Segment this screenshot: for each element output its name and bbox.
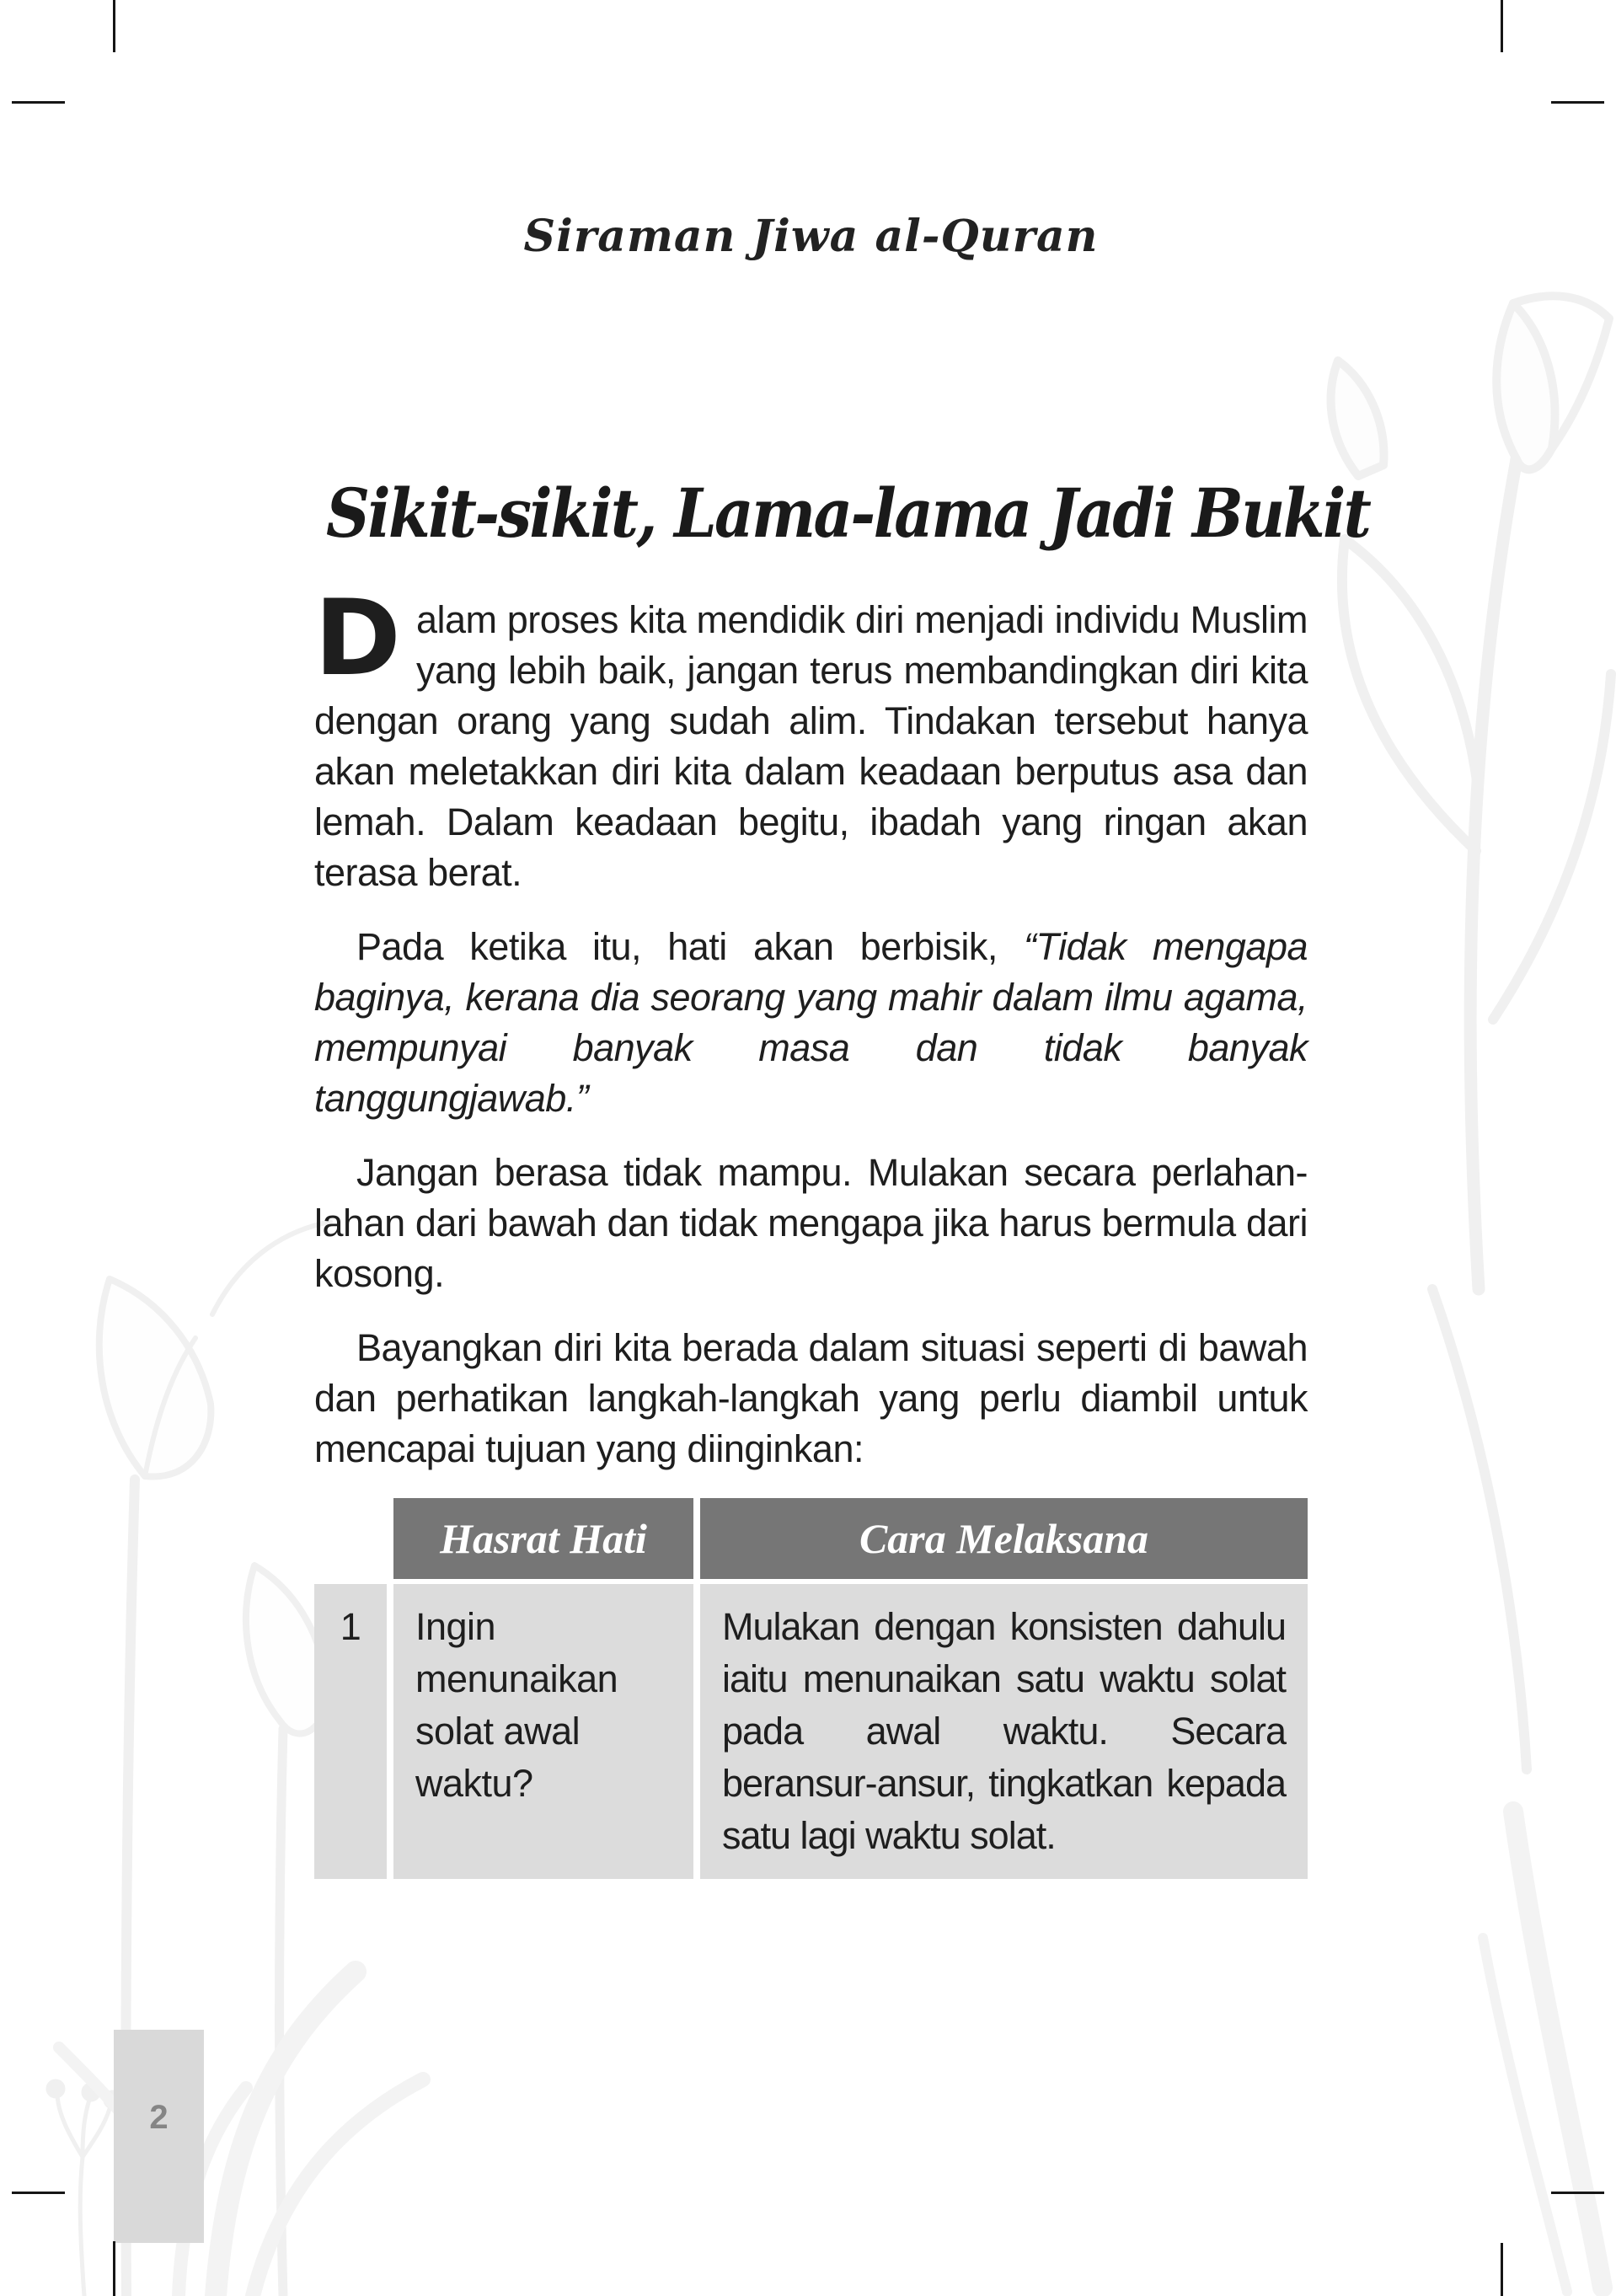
crop-mark-bottom-right-vertical [1501,2243,1503,2296]
page-number: 2 [149,2099,169,2136]
paragraph-2-quote: “Tidak mengapa baginya, kerana dia seorang yang mahir dalam ilmu agama, mempunyai banyak masa dan tidak banyak tanggungjawab.” [314,925,1308,1120]
page-number-tab [114,2030,204,2243]
paragraph-2-lead: Pada ketika itu, hati akan berbisik, [356,925,1025,968]
crop-mark-bottom-right-horizontal [1551,2192,1604,2194]
table-header-hasrat: Hasrat Hati [393,1498,693,1579]
paragraph-4: Bayangkan diri kita berada dalam situasi seperti di bawah dan perhatikan langkah-langkah yang perlu diambil untuk mencapai tujuan yang diinginkan: [314,1326,1308,1470]
paragraph-2 [314,922,1308,1124]
crop-mark-bottom-left-vertical [113,2241,115,2296]
crop-mark-top-right-vertical [1501,0,1503,52]
crop-mark-top-left-vertical [113,0,115,52]
table-header-spacer [314,1498,387,1579]
crop-mark-bottom-left-horizontal [12,2192,65,2194]
crop-mark-top-right-horizontal [1551,101,1604,104]
table-row-number: 1 [314,1584,387,1879]
page-content [314,578,1308,1879]
table-cell-hasrat: Ingin menunaikan solat awal waktu? [393,1584,693,1879]
table-header-cara: Cara Melaksana [700,1498,1308,1579]
dropcap-letter: D [314,578,401,699]
table-cell-cara: Mulakan dengan konsisten dahulu iaitu menunaikan satu waktu solat pada awal waktu. Secara beransur-ansur, tingkatkan kepada satu lagi waktu solat. [700,1584,1308,1879]
chapter-title: Sikit-sikit, Lama-lama Jadi Bukit [325,474,1370,553]
crop-mark-top-left-horizontal [12,101,65,104]
paragraph-1 [314,578,1308,898]
paragraph-3: Jangan berasa tidak mampu. Mulakan secara perlahan-lahan dari bawah dan tidak mengapa jika harus bermula dari kosong. [314,1151,1308,1295]
hasrat-cara-table [314,1498,1308,1879]
paragraph-1-text: alam proses kita mendidik diri menjadi individu Muslim yang lebih baik, jangan terus membandingkan diri kita dengan orang yang sudah alim. Tindakan tersebut hanya akan meletakkan diri kita dalam keadaan berputus asa dan lemah. Dalam keadaan begitu, ibadah yang ringan akan terasa berat. [314,598,1308,894]
running-header: Siraman Jiwa al-Quran [523,211,1099,262]
